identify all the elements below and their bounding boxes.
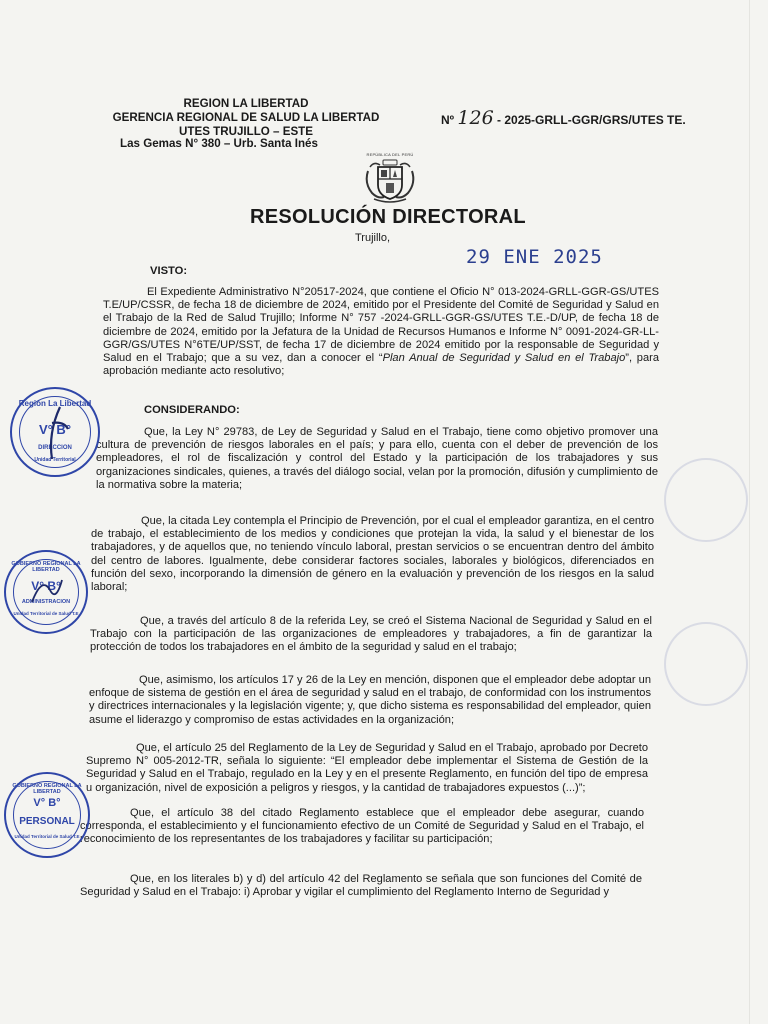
paragraph-5 xyxy=(89,674,651,727)
paragraph-5-text: Que, asimismo, los artículos 17 y 26 de la Ley en mención, disponen que el empleador debe adoptar un enfoque de sistema de gestión en el área de seguridad y salud en el trabajo, de conformidad con los instrumentos y directrices internacionales y la legislación vigente; y, que dicho sistema es responsabilidad del empleador, quien asume el liderazgo y compromiso de estas actividades en la organización; xyxy=(89,674,651,726)
page-edge-line xyxy=(749,0,750,1024)
stamp-1-ring-text: Región La Libertad xyxy=(18,399,92,408)
document-number xyxy=(441,107,686,129)
stamp-1-bottom: DIRECCION xyxy=(38,445,72,451)
faint-stamp-right-1 xyxy=(664,458,748,542)
document-number-handwritten: 126 xyxy=(457,107,494,129)
signature-icon xyxy=(28,572,64,612)
document-number-prefix: Nº xyxy=(441,113,455,127)
paragraph-7 xyxy=(80,807,644,847)
header-line-1: REGION LA LIBERTAD xyxy=(183,97,309,110)
paragraph-2 xyxy=(96,426,658,492)
stamp-1-side: Unidad Territorial xyxy=(34,457,76,463)
section-considerando: CONSIDERANDO: xyxy=(144,404,240,416)
header-line-3: UTES TRUJILLO – ESTE xyxy=(179,125,313,138)
paragraph-1-end: ”, para aprobación mediante acto resolutivo; xyxy=(103,352,660,378)
paragraph-8 xyxy=(80,873,642,899)
stamp-2-bottom: ADMINISTRACION xyxy=(21,599,71,605)
stamp-3-bottom: PERSONAL xyxy=(19,816,75,827)
header-address: Las Gemas N° 380 – Urb. Santa Inés xyxy=(120,137,318,150)
paragraph-2-text: Que, la Ley N° 29783, de Ley de Seguridad y Salud en el Trabajo, tiene como objetivo promover una cultura de prevención de riesgos laborales en el país; y para ello, cuenta con el deber de prevención de los empleadores, el rol de fiscalización y control del Estado y la participación de los trabajadores y sus organizaciones sindicales, quienes, a través del diálogo social, velan por la promoción, difusión y cumplimiento de la normativa sobre la materia; xyxy=(96,426,658,491)
header-line-2: GERENCIA REGIONAL DE SALUD LA LIBERTAD xyxy=(112,111,380,124)
stamp-1-center: V° B° xyxy=(38,422,72,437)
vobo-stamp-administracion xyxy=(4,550,88,634)
document-title: RESOLUCIÓN DIRECTORAL xyxy=(250,206,526,228)
paragraph-4-text: Que, a través del artículo 8 de la referida Ley, se creó el Sistema Nacional de Seguridad y Salud en el Trabajo con la participación de las organizaciones de empleadores y trabajadores, a fin de garantizar la protección de todos los trabajadores en el ámbito de la seguridad y salud en el trabajo; xyxy=(90,615,652,654)
paragraph-6-text: Que, el artículo 25 del Reglamento de la Ley de Seguridad y Salud en el Trabajo, aprobado por Decreto Supremo N° 005-2012-TR, señala lo siguiente: “El empleador debe implementar el Sistema de Gestión de la Seguridad y Salud en el Trabajo, regulado en la Ley y en el presente Reglamento, en función del tipo de empresa u organización, nivel de exposición a peligros y riesgos, y la cantidad de trabajadores expuestos (...)”; xyxy=(86,742,648,794)
stamp-3-center: V° B° xyxy=(33,797,61,809)
stamp-2-center: V° B° xyxy=(31,579,61,593)
date-stamp: 29 ENE 2025 xyxy=(466,246,603,268)
faint-stamp-right-2 xyxy=(664,622,748,706)
paragraph-visto xyxy=(103,286,659,378)
coat-of-arms-label: REPÚBLICA DEL PERÚ xyxy=(366,152,414,157)
institution-header xyxy=(96,97,396,139)
vobo-stamp-personal xyxy=(4,772,90,858)
signature-icon xyxy=(38,403,78,463)
city-label: Trujillo, xyxy=(355,232,391,244)
document-number-suffix: - 2025-GRLL-GGR/GRS/UTES TE. xyxy=(497,113,686,127)
vobo-stamp-direccion xyxy=(10,387,100,477)
paragraph-3 xyxy=(91,515,654,594)
paragraph-1-text: El Expediente Administrativo N°20517-2024, que contiene el Oficio N° 013-2024-GRLL-GGR-GS/UTES T.E/UP/CSSR, de fecha 18 de diciembre de 2024, emitido por el Presidente del Comité de Seguridad y Salud en el Trabajo de la Red de Salud Trujillo; Informe N° 757 -2024-GRLL-GGR-GS/UTES T.E.-D/UP, de fecha 18 de diciembre de 2024, emitido por la Jefatura de la Unidad de Recursos Humanos e Informe N° 0091-2024-GR-LL-GGR/GS/UTES N°6TE/UP/SST, de fecha 17 de diciembre de 2024 emitido por la responsable de Seguridad y Salud en el Trabajo; que a su vez, dan a conocer el “ xyxy=(103,286,659,365)
paragraph-1-italic: Plan Anual de Seguridad y Salud en el Trabajo xyxy=(382,352,626,365)
stamp-2-ring-text: GOBIERNO REGIONAL LA LIBERTAD xyxy=(11,561,81,573)
paragraph-4 xyxy=(90,615,652,655)
stamp-2-side: Unidad Territorial de Salud T.E xyxy=(13,611,79,616)
stamp-3-side: Unidad Territorial de Salud T.E xyxy=(14,834,80,839)
coat-of-arms-icon xyxy=(360,152,420,206)
paragraph-6 xyxy=(86,742,648,795)
section-visto: VISTO: xyxy=(150,265,188,277)
paragraph-8-text: Que, en los literales b) y d) del artículo 42 del Reglamento se señala que son funciones del Comité de Seguridad y Salud en el Trabajo: i) Aprobar y vigilar el cumplimiento del Reglamento Interno de Seguridad y xyxy=(80,873,642,899)
paragraph-7-text: Que, el artículo 38 del citado Reglamento establece que el empleador debe asegurar, cuando corresponda, el establecimiento y el funcionamiento efectivo de un Comité de Seguridad y Salud en el Trabajo, el reconocimiento de los representantes de los trabajadores y facilitar su participación; xyxy=(80,807,644,846)
stamp-3-ring-text: GOBIERNO REGIONAL LA LIBERTAD xyxy=(12,783,82,795)
paragraph-3-text: Que, la citada Ley contempla el Principio de Prevención, por el cual el empleador garantiza, en el centro de trabajo, el establecimiento de los medios y condiciones que protejan la vida, la salud y el bienestar de los trabajadores, y de aquellos que, no teniendo vínculo laboral, prestan servicios o se encuentran dentro del ámbito del centro de labores. Igualmente, debe considerar factores sociales, laborales y biológicos, diferenciados en función del sexo, incorporando la dimensión de género en la evaluación y prevención de los riesgos en la salud laboral; xyxy=(91,515,654,594)
